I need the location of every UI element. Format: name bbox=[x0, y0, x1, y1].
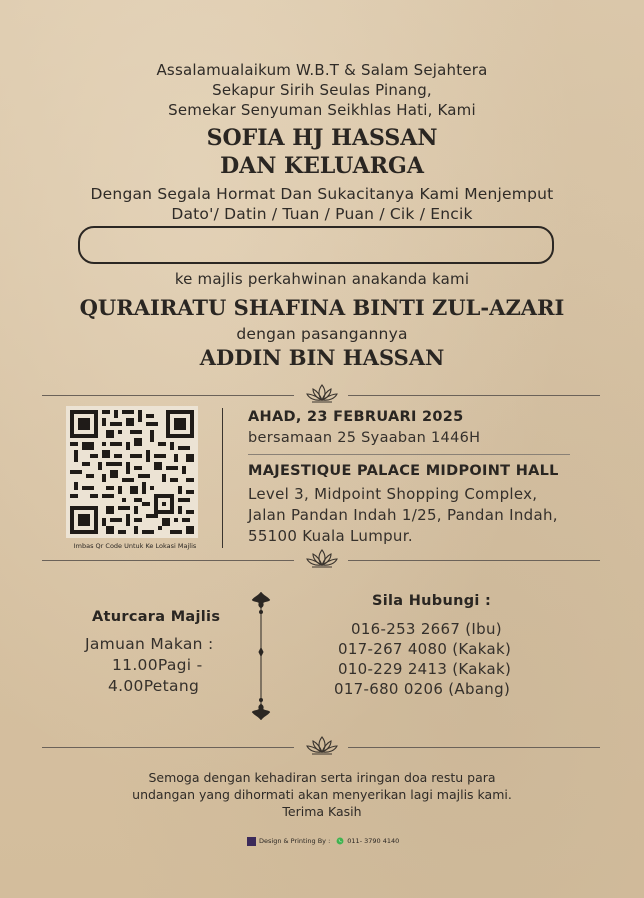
divider-right bbox=[348, 747, 600, 748]
program-time-start: 11.00Pagi - bbox=[112, 656, 203, 674]
lotus-ornament-icon bbox=[304, 382, 340, 404]
contact-phone-4[interactable]: 017-680 0206 (Abang) bbox=[334, 680, 511, 698]
contact-phone-2[interactable]: 017-267 4080 (Kakak) bbox=[338, 640, 512, 658]
qr-caption: Imbas Qr Code Untuk Ke Lokasi Majlis bbox=[73, 542, 197, 550]
divider-left bbox=[42, 747, 294, 748]
divider-right bbox=[348, 395, 600, 396]
host-name: SOFIA HJ HASSAN bbox=[206, 125, 438, 151]
divider-left bbox=[42, 560, 294, 561]
closing-line-2: undangan yang dihormati akan menyerikan lagi majlis kami. bbox=[132, 787, 512, 802]
event-address-3: 55100 Kuala Lumpur. bbox=[248, 527, 413, 545]
lotus-ornament-icon bbox=[304, 734, 340, 756]
closing-line-3: Terima Kasih bbox=[282, 804, 362, 819]
credit-line bbox=[247, 835, 399, 847]
vertical-ornament-icon bbox=[248, 590, 274, 722]
contact-title: Sila Hubungi : bbox=[372, 593, 492, 609]
greeting-line-2: Sekapur Sirih Seulas Pinang, bbox=[212, 81, 432, 99]
occasion-text: ke majlis perkahwinan anakanda kami bbox=[174, 270, 470, 288]
divider-right bbox=[348, 560, 600, 561]
event-inner-divider bbox=[248, 454, 570, 455]
designer-logo-icon bbox=[247, 837, 256, 846]
event-address-1: Level 3, Midpoint Shopping Complex, bbox=[248, 485, 538, 503]
whatsapp-icon bbox=[336, 837, 344, 845]
credit-label: Design & Printing By : bbox=[259, 837, 331, 845]
credit-phone[interactable]: 011- 3790 4140 bbox=[347, 837, 400, 845]
event-address-2: Jalan Pandan Indah 1/25, Pandan Indah, bbox=[248, 506, 558, 524]
invite-line-2: Dato'/ Datin / Tuan / Puan / Cik / Encik bbox=[171, 205, 473, 223]
event-date: AHAD, 23 FEBRUARI 2025 bbox=[248, 409, 464, 425]
bride-name: QURAIRATU SHAFINA BINTI ZUL-AZARI bbox=[79, 295, 565, 320]
contact-phone-1[interactable]: 016-253 2667 (Ibu) bbox=[351, 620, 502, 638]
greeting-line-1: Assalamualaikum W.B.T & Salam Sejahtera bbox=[156, 61, 488, 79]
greeting-line-3: Semekar Senyuman Seikhlas Hati, Kami bbox=[168, 101, 476, 119]
closing-line-1: Semoga dengan kehadiran serta iringan doa restu para bbox=[148, 770, 496, 785]
contact-phone-3[interactable]: 010-229 2413 (Kakak) bbox=[338, 660, 512, 678]
event-hijri-date: bersamaan 25 Syaaban 1446H bbox=[248, 430, 481, 446]
groom-name: ADDIN BIN HASSAN bbox=[199, 345, 445, 370]
program-item: Jamuan Makan : bbox=[85, 635, 214, 653]
divider-left bbox=[42, 395, 294, 396]
guest-name-box bbox=[78, 226, 554, 264]
qr-code-icon[interactable] bbox=[66, 406, 198, 538]
invite-line-1: Dengan Segala Hormat Dan Sukacitanya Kami Menjemput bbox=[90, 185, 554, 203]
program-time-end: 4.00Petang bbox=[108, 677, 200, 695]
event-vertical-divider bbox=[222, 408, 223, 548]
event-venue: MAJESTIQUE PALACE MIDPOINT HALL bbox=[248, 463, 559, 479]
program-title: Aturcara Majlis bbox=[92, 609, 221, 625]
lotus-ornament-icon bbox=[304, 547, 340, 569]
host-family: DAN KELUARGA bbox=[220, 153, 424, 179]
couple-connector: dengan pasangannya bbox=[236, 325, 408, 343]
